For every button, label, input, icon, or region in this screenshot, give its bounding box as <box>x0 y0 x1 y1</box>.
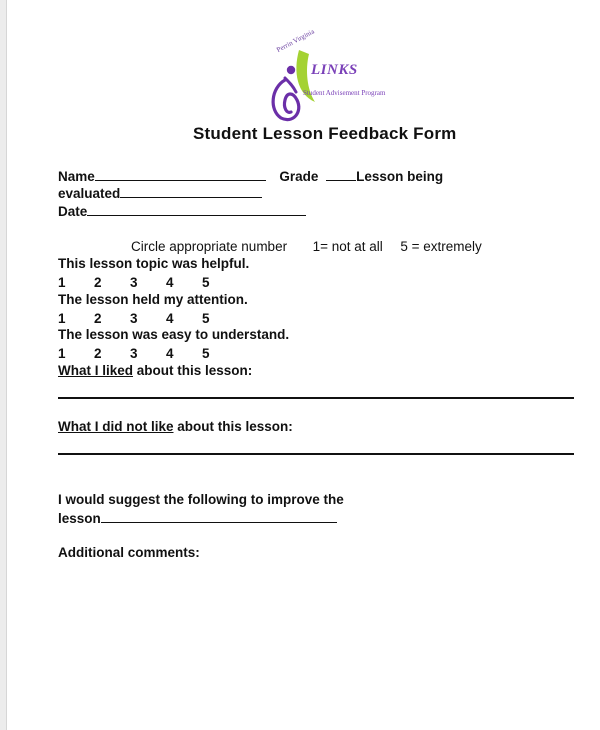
date-label: Date <box>58 204 88 219</box>
evaluated-field-row <box>58 185 262 201</box>
document-page <box>6 0 600 730</box>
liked-answer-line[interactable] <box>58 397 574 399</box>
logo-wordmark: LINKS <box>311 62 358 78</box>
liked-rest: about this lesson: <box>133 363 253 378</box>
rating-option[interactable]: 2 <box>94 275 102 290</box>
rating-option[interactable]: 1 <box>58 275 66 290</box>
evaluated-label: evaluated <box>58 186 121 201</box>
rating-scale-2 <box>58 310 238 328</box>
suggest-field-row <box>58 510 337 526</box>
liked-emphasis: What I liked <box>58 363 134 378</box>
not-liked-prompt <box>58 419 293 434</box>
name-field-row <box>58 168 443 184</box>
rating-instructions <box>131 239 482 254</box>
rating-option[interactable]: 4 <box>166 346 174 361</box>
question-1: This lesson topic was helpful. <box>58 256 250 271</box>
rating-option[interactable]: 1 <box>58 311 66 326</box>
name-field[interactable] <box>95 168 266 181</box>
suggestion-field[interactable] <box>101 510 337 523</box>
rating-scale-1 <box>58 274 238 292</box>
grade-label: Grade <box>279 169 319 184</box>
additional-comments-label: Additional comments: <box>58 545 200 560</box>
rating-option[interactable]: 5 <box>202 346 210 361</box>
grade-field[interactable] <box>326 168 356 181</box>
logo-arc-text: Perrin Virginia <box>275 27 316 54</box>
circle-instruction: Circle appropriate number <box>131 239 288 254</box>
question-2: The lesson held my attention. <box>58 292 248 307</box>
rating-option[interactable]: 2 <box>94 311 102 326</box>
rating-option[interactable]: 3 <box>130 275 138 290</box>
links-logo <box>263 27 413 124</box>
rating-option[interactable]: 5 <box>202 311 210 326</box>
date-field-row <box>58 203 306 219</box>
suggest-prompt: I would suggest the following to improve the <box>58 492 344 507</box>
date-field[interactable] <box>87 203 306 216</box>
scale-high-label: 5 = extremely <box>400 239 482 254</box>
rating-option[interactable]: 4 <box>166 275 174 290</box>
scale-low-label: 1= not at all <box>312 239 383 254</box>
rating-option[interactable]: 1 <box>58 346 66 361</box>
logo-tagline: Student Advisement Program <box>303 89 386 97</box>
not-liked-emphasis: What I did not like <box>58 419 174 434</box>
not-liked-rest: about this lesson: <box>173 419 293 434</box>
name-label: Name <box>58 169 95 184</box>
rating-option[interactable]: 3 <box>130 346 138 361</box>
rating-option[interactable]: 3 <box>130 311 138 326</box>
lesson-being-label: Lesson being <box>356 169 444 184</box>
rating-option[interactable]: 4 <box>166 311 174 326</box>
liked-prompt <box>58 363 252 378</box>
not-liked-answer-line[interactable] <box>58 453 574 455</box>
page-title: Student Lesson Feedback Form <box>193 124 457 143</box>
rating-scale-3 <box>58 345 238 363</box>
lesson-evaluated-field[interactable] <box>120 185 262 198</box>
logo-figure-icon <box>263 42 413 124</box>
rating-option[interactable]: 5 <box>202 275 210 290</box>
suggest-lesson-label: lesson <box>58 511 101 526</box>
rating-option[interactable]: 2 <box>94 346 102 361</box>
question-3: The lesson was easy to understand. <box>58 327 290 342</box>
